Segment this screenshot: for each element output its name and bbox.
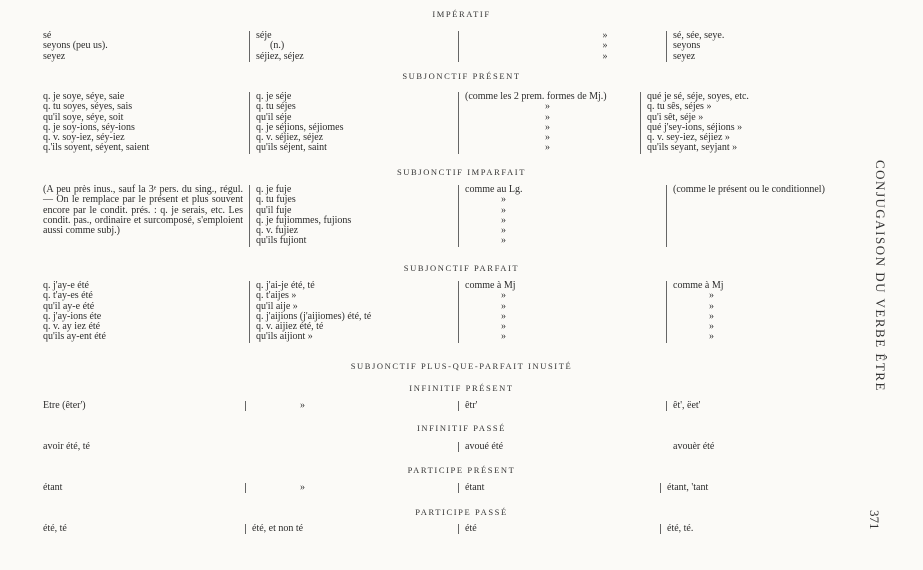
imperatif-col4 (666, 31, 724, 62)
text-line: sé, sée, seye. (673, 30, 725, 41)
text-line: q. je soye, séye, saie (43, 91, 125, 102)
text-line: » (709, 290, 714, 302)
text-line: q. v. soy-iez, séy-iez (43, 132, 125, 144)
part-passe-col1: été, té (43, 523, 67, 534)
text-line: sé (43, 30, 52, 41)
subj-present-col2 (249, 92, 344, 154)
text-line: qué je sé, séje, soyes, etc. (647, 91, 749, 102)
text-line: q. j'ay-ions éte (43, 310, 102, 322)
part-present-col3: étant (458, 483, 484, 493)
text-line: » (545, 142, 550, 154)
text-line: seyons (673, 40, 701, 52)
text-line: q. t'ay-es été (43, 290, 93, 302)
text-line: qu'ils aijiont » (256, 331, 313, 343)
subj-parfait-col2 (249, 281, 371, 343)
text-line: comme à Mj (465, 280, 516, 291)
text-line: q. v. sey-iez, séjiez » (647, 132, 730, 144)
text-line: q. je fuje (256, 184, 292, 195)
text-line: » (545, 121, 550, 133)
ditto-mark: » (300, 482, 305, 493)
text-line: q. je soy-ions, séy-ions (43, 121, 135, 133)
subj-parfait-col4 (666, 281, 724, 343)
text-line: q.'ils soyent, séyent, saient (43, 142, 150, 154)
inf-present-col2 (245, 401, 305, 411)
text-line: » (602, 40, 608, 52)
text-line: q. t'aijes » (256, 290, 297, 302)
text-line: q. v. aijiez été, té (256, 321, 324, 333)
text-line: q. je fujiommes, fujions (256, 214, 352, 226)
text-line: » (602, 50, 608, 62)
text-line: q. tu sês, séjes » (647, 101, 712, 113)
inf-passe-col3: avoué été (458, 442, 503, 452)
text-line: comme à Mj (673, 280, 724, 291)
text-line: q. tu fujes (256, 194, 296, 206)
inf-passe-col4: avouèr été (673, 441, 715, 452)
text-line: (n.) (270, 40, 285, 52)
subj-imparfait-note: (A peu près inus., sauf la 3ᵉ pers. du sing., régul. — On le remplace par le présent et plus souvent encore par le condit. prés. : q. je serais, etc. Les condit. pas., ordinaire et surcomposé, s'emploient aussi comme subj.) (43, 184, 243, 237)
part-present-col1: étant (43, 482, 63, 493)
text-line: q. j'ay-e été (43, 280, 89, 291)
text-line: q. v. séjiez, séjez (256, 132, 324, 144)
text-line: qu'i sêt, séje » (647, 111, 704, 123)
text-line: » (709, 331, 714, 343)
text-line: » (501, 310, 506, 322)
text-line: » (501, 331, 506, 343)
text-line: » (501, 300, 506, 312)
subj-imparfait-col3 (458, 185, 522, 247)
text-line: » (501, 204, 506, 216)
text-line: q. je séje (256, 91, 292, 102)
heading-part-present: PARTICIPE PRÉSENT (407, 465, 516, 475)
text-line: comme au Lg. (465, 184, 523, 195)
text-line: q. tu séjes (256, 101, 296, 113)
heading-imperatif: IMPÉRATIF (432, 9, 491, 19)
inf-present-col1: Etre (êter') (43, 400, 86, 411)
text-line: » (545, 101, 550, 113)
text-line: seyons (peu us). (43, 40, 108, 52)
text-line: qu'ils séjent, saint (256, 142, 327, 154)
text-line: qu'il soye, séye, soit (43, 111, 124, 123)
text-line: » (602, 30, 608, 41)
subj-present-col3 (458, 92, 607, 154)
part-passe-col2: été, et non té (245, 524, 303, 534)
part-passe-col3: été (458, 524, 477, 534)
text-line: » (709, 300, 714, 312)
text-line: » (709, 321, 714, 333)
heading-inf-passe: INFINITIF PASSÉ (416, 423, 507, 433)
text-line: qu'ils ay-ent été (43, 331, 106, 343)
imperatif-col2 (249, 31, 304, 62)
text-line: » (501, 235, 506, 247)
text-line: séjiez, séjez (256, 50, 304, 62)
inf-passe-col1: avoir été, té (43, 441, 90, 452)
text-line: q. j'aijions (j'aijiomes) été, té (256, 310, 372, 322)
text-line: qu'il fuje (256, 204, 292, 216)
text-line: qu'il ay-e été (43, 300, 95, 312)
heading-subj-imparfait: SUBJONCTIF IMPARFAIT (396, 167, 527, 177)
subj-present-col4 (640, 92, 749, 154)
text-line: seyez (673, 50, 696, 62)
text-line: » (545, 111, 550, 123)
ditto-mark: » (300, 400, 305, 411)
subj-imparfait-col2 (249, 185, 351, 247)
heading-part-passe: PARTICIPE PASSÉ (415, 507, 508, 517)
text-line: q. v. ay iez été (43, 321, 101, 333)
text-line: q. tu soyes, séyes, sais (43, 101, 133, 113)
text-line: q. j'ai-je été, té (256, 280, 315, 291)
heading-subj-parfait: SUBJONCTIF PARFAIT (403, 263, 520, 273)
text-line: q. v. fujiez (256, 225, 299, 237)
imperatif-col3 (458, 31, 645, 62)
text-line: q. je séjions, séjiomes (256, 121, 344, 133)
text-line: (comme le présent ou le conditionnel) (673, 184, 825, 195)
part-present-col4: étant, 'tant (660, 483, 708, 493)
inf-present-col4: êt', ëet' (666, 401, 700, 411)
subj-parfait-col3 (458, 281, 516, 343)
subj-imparfait-col4 (666, 185, 825, 247)
text-line: (comme les 2 prem. formes de Mj.) (465, 91, 607, 102)
heading-subj-present: SUBJONCTIF PRÉSENT (402, 71, 521, 81)
inf-present-col3: êtr' (458, 401, 477, 411)
text-line: » (501, 194, 506, 206)
text-line: » (501, 290, 506, 302)
subj-parfait-col1 (43, 281, 106, 343)
text-line: » (501, 214, 506, 226)
text-line: qu'ils fujiont (256, 235, 307, 247)
text-line: » (501, 225, 506, 237)
imperatif-col1 (43, 31, 108, 62)
text-line: qué j'sey-ions, séjions » (647, 121, 743, 133)
heading-inf-present: INFINITIF PRÉSENT (409, 383, 514, 393)
text-line: qu'il séje (256, 111, 292, 123)
text-line: seyez (43, 50, 66, 62)
text-line: séje (256, 30, 272, 41)
subj-present-col1 (43, 92, 149, 154)
text-line: qu'ils seyant, seyjant » (647, 142, 738, 154)
text-line: qu'il aije » (256, 300, 298, 312)
part-present-col2 (245, 483, 305, 493)
page-number: 371 (867, 510, 882, 530)
running-title: CONJUGAISON DU VERBE ÊTRE (873, 160, 888, 392)
part-passe-col4: été, té. (660, 524, 693, 534)
text-line: » (709, 310, 714, 322)
heading-subj-pqp: SUBJONCTIF PLUS-QUE-PARFAIT INUSITÉ (350, 361, 573, 371)
text-line: » (501, 321, 506, 333)
text-line: » (545, 132, 550, 144)
